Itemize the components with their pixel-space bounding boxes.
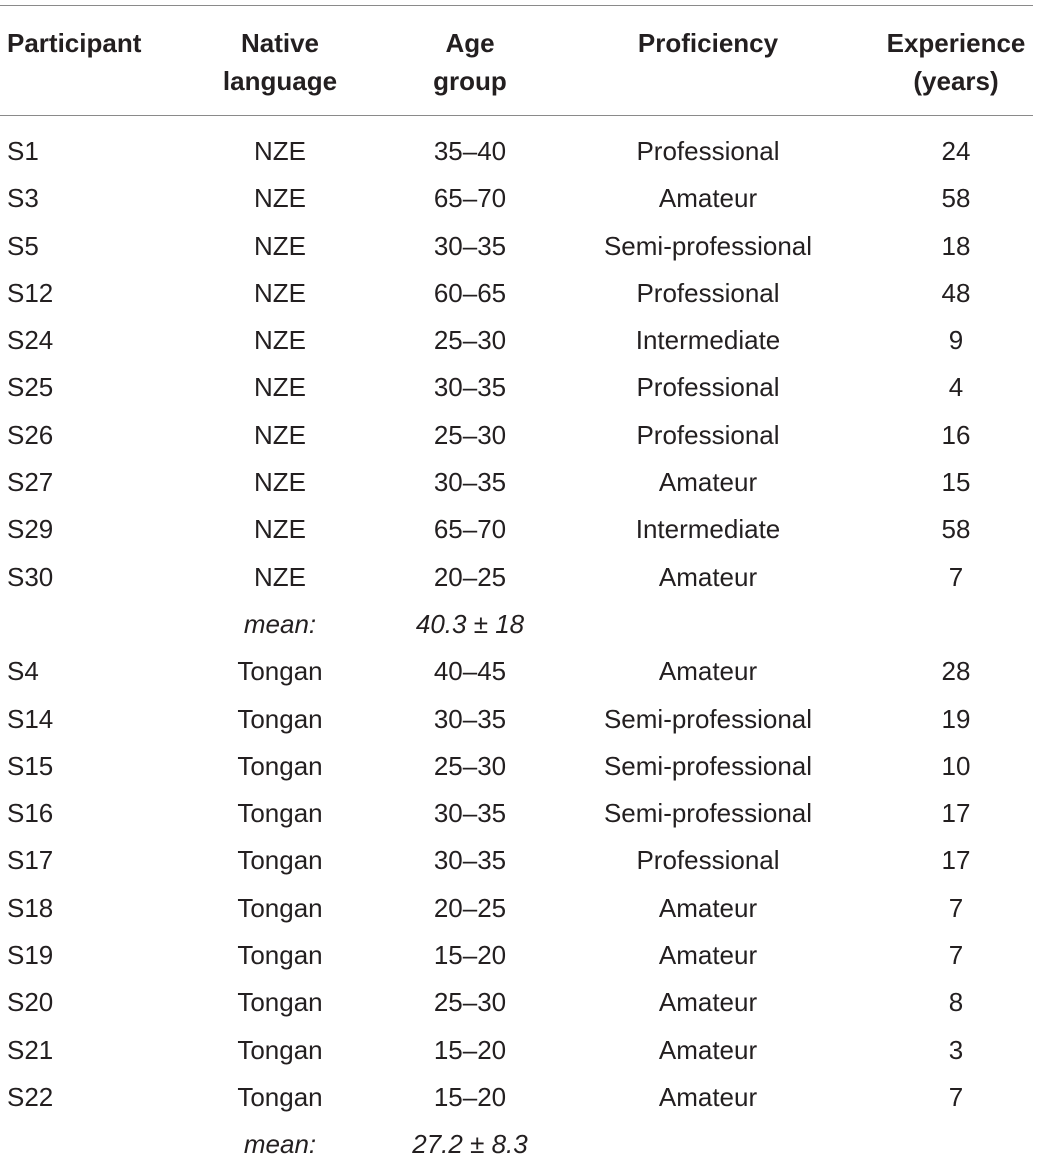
cell-participant: S14 (7, 703, 54, 734)
cell-proficiency: Semi-professional (603, 230, 813, 261)
cell-age-group: 25–30 (433, 750, 507, 781)
cell-age-group: 30–35 (433, 798, 507, 829)
table-row (0, 932, 1039, 979)
cell-proficiency: Amateur (658, 561, 758, 592)
cell-age-group: 15–20 (433, 940, 507, 971)
cell-age-group: 65–70 (433, 514, 507, 545)
cell-proficiency: Semi-professional (603, 750, 813, 781)
header-proficiency: Proficiency (637, 28, 779, 58)
cell-age-group: 20–25 (433, 561, 507, 592)
cell-native-language: NZE (254, 561, 306, 592)
table-row (0, 790, 1039, 837)
cell-participant: S19 (7, 940, 54, 971)
cell-native-language: Tongan (237, 940, 323, 971)
cell-experience: 7 (948, 940, 964, 971)
cell-participant: S16 (7, 798, 54, 829)
cell-experience: 58 (941, 514, 971, 545)
cell-experience: 58 (941, 183, 971, 214)
cell-native-language: Tongan (237, 656, 323, 687)
cell-experience: 4 (948, 372, 964, 403)
cell-experience: 17 (941, 845, 971, 876)
cell-age-group: 30–35 (433, 372, 507, 403)
cell-participant: S4 (7, 656, 39, 687)
cell-participant: S3 (7, 183, 39, 214)
cell-experience: 48 (941, 277, 971, 308)
cell-experience: 7 (948, 1081, 964, 1112)
cell-experience: 8 (948, 987, 964, 1018)
cell-proficiency: Professional (636, 419, 780, 450)
cell-proficiency: Semi-professional (603, 798, 813, 829)
header-experience: Experience (years) (886, 28, 1026, 96)
table-header-rule (0, 115, 1033, 116)
cell-native-language: NZE (254, 325, 306, 356)
table-row (0, 506, 1039, 553)
cell-native-language: NZE (254, 277, 306, 308)
table-row (0, 979, 1039, 1026)
cell-experience: 15 (941, 467, 971, 498)
cell-native-language: NZE (254, 372, 306, 403)
cell-age-group: 15–20 (433, 1034, 507, 1065)
cell-participant: S20 (7, 987, 54, 1018)
cell-experience: 28 (941, 656, 971, 687)
cell-proficiency: Amateur (658, 892, 758, 923)
cell-age-group: 30–35 (433, 467, 507, 498)
cell-experience: 7 (948, 561, 964, 592)
table-row (0, 696, 1039, 743)
cell-native-language: Tongan (237, 750, 323, 781)
cell-proficiency: Professional (636, 136, 780, 166)
cell-native-language: Tongan (237, 1081, 323, 1112)
table-row (0, 317, 1039, 364)
table-row (0, 270, 1039, 317)
cell-native-language: NZE (254, 419, 306, 450)
cell-participant: S26 (7, 419, 54, 450)
table-row (0, 743, 1039, 790)
cell-experience: 18 (941, 230, 971, 261)
table-row (0, 175, 1039, 222)
cell-proficiency: Amateur (658, 1034, 758, 1065)
cell-proficiency: Amateur (658, 467, 758, 498)
header-native-language: Native language (222, 28, 338, 96)
cell-native-language: Tongan (237, 987, 323, 1018)
cell-native-language: NZE (254, 467, 306, 498)
cell-native-language: Tongan (237, 703, 323, 734)
cell-native-language: NZE (254, 230, 306, 261)
table-row (0, 885, 1039, 932)
cell-experience: 9 (948, 325, 964, 356)
cell-proficiency: Intermediate (635, 514, 781, 545)
cell-participant: S18 (7, 892, 54, 923)
cell-experience: 10 (941, 750, 971, 781)
table-row (0, 223, 1039, 270)
cell-native-language: NZE (254, 514, 306, 545)
cell-experience: 17 (941, 798, 971, 829)
cell-participant: S5 (7, 230, 39, 261)
header-age-group: Age group (433, 28, 507, 96)
cell-experience: 24 (941, 136, 971, 166)
table-row (0, 648, 1039, 695)
cell-experience: 3 (948, 1034, 964, 1065)
cell-proficiency: Amateur (658, 1081, 758, 1112)
cell-age-group: 40–45 (433, 656, 507, 687)
cell-experience: 7 (948, 892, 964, 923)
cell-native-language: Tongan (237, 845, 323, 876)
mean-label: mean: (243, 608, 317, 639)
cell-participant: S21 (7, 1034, 54, 1065)
mean-value: 27.2 ± 8.3 (412, 1129, 528, 1160)
cell-proficiency: Amateur (658, 987, 758, 1018)
cell-participant: S1 (7, 136, 39, 166)
cell-age-group: 60–65 (433, 277, 507, 308)
cell-proficiency: Professional (636, 845, 780, 876)
cell-age-group: 65–70 (433, 183, 507, 214)
cell-native-language: NZE (254, 136, 306, 166)
cell-age-group: 30–35 (433, 230, 507, 261)
cell-participant: S24 (7, 325, 54, 356)
cell-native-language: Tongan (237, 1034, 323, 1065)
cell-native-language: Tongan (237, 798, 323, 829)
cell-participant: S27 (7, 467, 54, 498)
cell-proficiency: Amateur (658, 656, 758, 687)
cell-proficiency: Amateur (658, 940, 758, 971)
cell-participant: S29 (7, 514, 54, 545)
mean-label: mean: (243, 1129, 317, 1160)
cell-age-group: 15–20 (433, 1081, 507, 1112)
cell-proficiency: Semi-professional (603, 703, 813, 734)
mean-row (0, 601, 1039, 648)
cell-age-group: 30–35 (433, 845, 507, 876)
table-row (0, 1074, 1039, 1121)
cell-participant: S17 (7, 845, 54, 876)
table-row (0, 1027, 1039, 1074)
table-body (0, 128, 1039, 1169)
mean-value: 40.3 ± 18 (415, 608, 525, 639)
cell-native-language: NZE (254, 183, 306, 214)
table-row (0, 364, 1039, 411)
cell-participant: S30 (7, 561, 54, 592)
cell-age-group: 30–35 (433, 703, 507, 734)
cell-proficiency: Amateur (658, 183, 758, 214)
mean-row (0, 1121, 1039, 1168)
header-participant: Participant (7, 28, 142, 58)
cell-participant: S15 (7, 750, 54, 781)
cell-native-language: Tongan (237, 892, 323, 923)
cell-participant: S25 (7, 372, 54, 403)
cell-experience: 19 (941, 703, 971, 734)
table-row (0, 459, 1039, 506)
table-row (0, 554, 1039, 601)
cell-age-group: 25–30 (433, 325, 507, 356)
table-top-rule (0, 5, 1033, 6)
table-row (0, 837, 1039, 884)
cell-proficiency: Professional (636, 277, 780, 308)
cell-participant: S12 (7, 277, 54, 308)
table-header (0, 24, 1039, 104)
cell-age-group: 35–40 (433, 136, 507, 166)
cell-age-group: 25–30 (433, 419, 507, 450)
cell-age-group: 20–25 (433, 892, 507, 923)
cell-age-group: 25–30 (433, 987, 507, 1018)
table-row (0, 128, 1039, 175)
cell-experience: 16 (941, 419, 971, 450)
cell-participant: S22 (7, 1081, 54, 1112)
table-row (0, 412, 1039, 459)
cell-proficiency: Intermediate (635, 325, 781, 356)
cell-proficiency: Professional (636, 372, 780, 403)
